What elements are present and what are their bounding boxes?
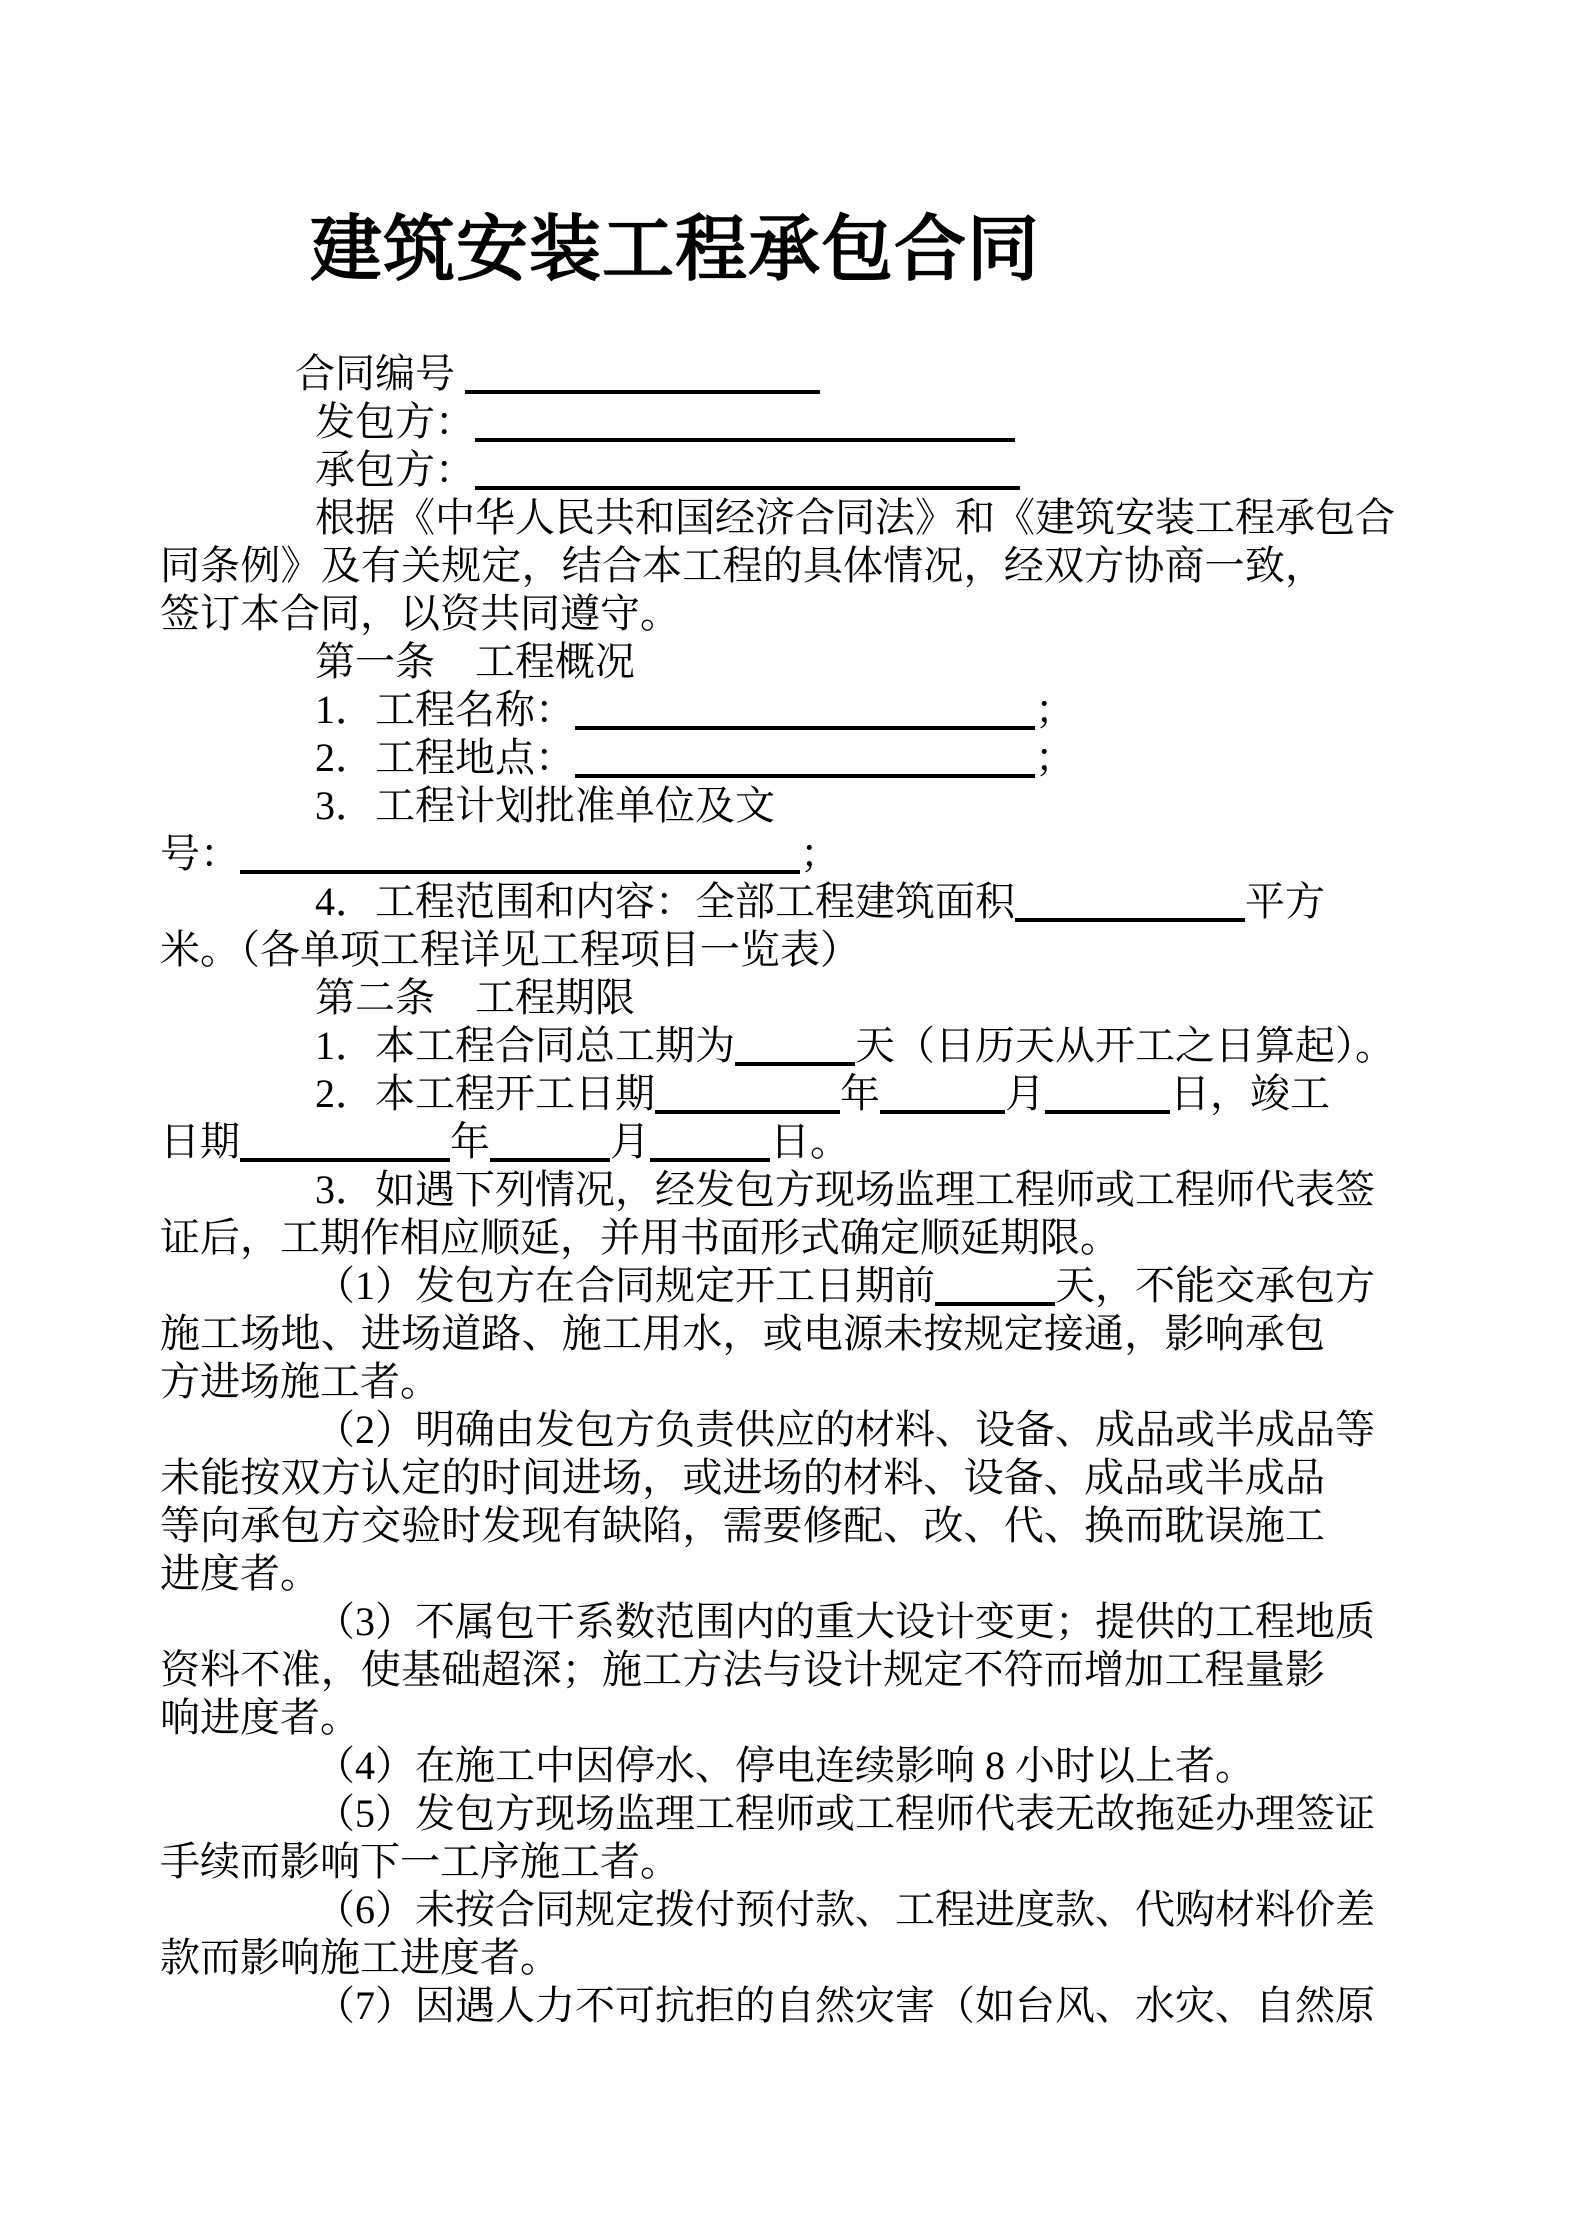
total-duration-label: 1．本工程合同总工期为 <box>315 1023 735 1068</box>
article-1-heading: 第一条 工程概况 <box>315 639 635 684</box>
preamble-line-3: 签订本合同，以资共同遵守。 <box>160 591 680 636</box>
approval-unit-line-2 <box>160 830 1325 878</box>
party-a-line <box>160 398 1325 446</box>
year-label: 年 <box>450 1119 490 1164</box>
start-day-blank <box>1045 1078 1170 1114</box>
completion-month-blank <box>490 1126 610 1162</box>
clause-1-line-1 <box>160 1262 1375 1310</box>
semicolon: ； <box>1035 687 1075 732</box>
total-duration-days-blank <box>735 1030 855 1066</box>
notice-days-blank <box>935 1270 1055 1306</box>
document-title: 建筑安装工程承包合同 <box>310 210 1041 290</box>
clause-4-line-1: （4）在施工中因停水、停电连续影响 8 小时以上者。 <box>315 1743 1255 1788</box>
project-name-label: 1．工程名称： <box>315 687 575 732</box>
project-location-line <box>160 734 1325 782</box>
project-name-line <box>160 686 1325 734</box>
start-year-blank <box>655 1078 840 1114</box>
project-location-blank <box>575 742 1035 778</box>
clause-2-line-3: 等向承包方交验时发现有缺陷，需要修配、改、代、换而耽误施工 <box>160 1503 1325 1548</box>
start-date-line <box>160 1070 1330 1118</box>
contract-number-blank <box>465 358 820 394</box>
clause-1-line-2: 施工场地、进场道路、施工用水，或电源未按规定接通，影响承包 <box>160 1311 1325 1356</box>
approval-doc-number-blank <box>240 838 800 874</box>
start-date-label: 2．本工程开工日期 <box>315 1071 655 1116</box>
clause-5-line-1: （5）发包方现场监理工程师或工程师代表无故拖延办理签证 <box>315 1791 1375 1836</box>
start-month-blank <box>880 1078 1005 1114</box>
clause-3-line-1: （3）不属包干系数范围内的重大设计变更；提供的工程地质 <box>315 1599 1375 1644</box>
document-body <box>160 350 1395 2030</box>
clause-6-line-2: 款而影响施工进度者。 <box>160 1935 560 1980</box>
party-b-blank <box>475 454 1020 490</box>
year-label: 年 <box>840 1071 880 1116</box>
clause-3-line-3: 响进度者。 <box>160 1695 360 1740</box>
completion-year-blank <box>240 1126 450 1162</box>
scope-label: 4．工程范围和内容：全部工程建筑面积 <box>315 879 1015 924</box>
project-name-blank <box>575 694 1035 730</box>
completion-date-label: 日期 <box>160 1119 240 1164</box>
clause-6-line-1: （6）未按合同规定拨付预付款、工程进度款、代购材料价差 <box>315 1887 1375 1932</box>
completion-day-blank <box>650 1126 770 1162</box>
approval-doc-number-label: 号： <box>160 831 240 876</box>
completion-date-line <box>160 1118 1325 1166</box>
floor-area-blank <box>1015 886 1245 922</box>
preamble-line-1: 根据《中华人民共和国经济合同法》和《建筑安装工程承包合 <box>315 495 1395 540</box>
article-2-heading: 第二条 工程期限 <box>315 975 635 1020</box>
total-duration-suffix: 天（日历天从开工之日算起）。 <box>855 1023 1395 1068</box>
clause-1-suffix: 天，不能交承包方 <box>1055 1263 1375 1308</box>
contract-number-line <box>160 350 1325 398</box>
day-label: 日。 <box>770 1119 850 1164</box>
scope-line-1 <box>160 878 1325 926</box>
party-b-label: 承包方： <box>315 447 475 492</box>
party-a-label: 发包方： <box>315 399 475 444</box>
clause-2-line-2: 未能按双方认定的时间进场，或进场的材料、设备、成品或半成品 <box>160 1455 1325 1500</box>
clause-2-line-4: 进度者。 <box>160 1551 320 1596</box>
semicolon: ； <box>1035 735 1075 780</box>
contract-number-label: 合同编号 <box>295 351 455 396</box>
party-a-blank <box>475 406 1015 442</box>
scope-line-2: 米。（各单项工程详见工程项目一览表） <box>160 927 860 972</box>
project-location-label: 2．工程地点： <box>315 735 575 780</box>
extension-line-1: 3．如遇下列情况，经发包方现场监理工程师或工程师代表签 <box>315 1167 1375 1212</box>
clause-1-line-3: 方进场施工者。 <box>160 1359 440 1404</box>
semicolon: ； <box>800 831 840 876</box>
approval-unit-line-1: 3．工程计划批准单位及文 <box>315 783 775 828</box>
party-b-line <box>160 446 1325 494</box>
scope-unit-text: 平方 <box>1245 879 1325 924</box>
clause-5-line-2: 手续而影响下一工序施工者。 <box>160 1839 680 1884</box>
clause-7-line-1: （7）因遇人力不可抗拒的自然灾害（如台风、水灾、自然原 <box>315 1983 1375 2028</box>
preamble-line-2: 同条例》及有关规定，结合本工程的具体情况，经双方协商一致， <box>160 543 1325 588</box>
total-duration-line <box>160 1022 1395 1070</box>
month-label: 月 <box>1005 1071 1045 1116</box>
extension-line-2: 证后，工期作相应顺延，并用书面形式确定顺延期限。 <box>160 1215 1120 1260</box>
clause-2-line-1: （2）明确由发包方负责供应的材料、设备、成品或半成品等 <box>315 1407 1375 1452</box>
month-label: 月 <box>610 1119 650 1164</box>
clause-1-prefix: （1）发包方在合同规定开工日期前 <box>315 1263 935 1308</box>
clause-3-line-2: 资料不准，使基础超深；施工方法与设计规定不符而增加工程量影 <box>160 1647 1325 1692</box>
day-completion-label: 日，竣工 <box>1170 1071 1330 1116</box>
